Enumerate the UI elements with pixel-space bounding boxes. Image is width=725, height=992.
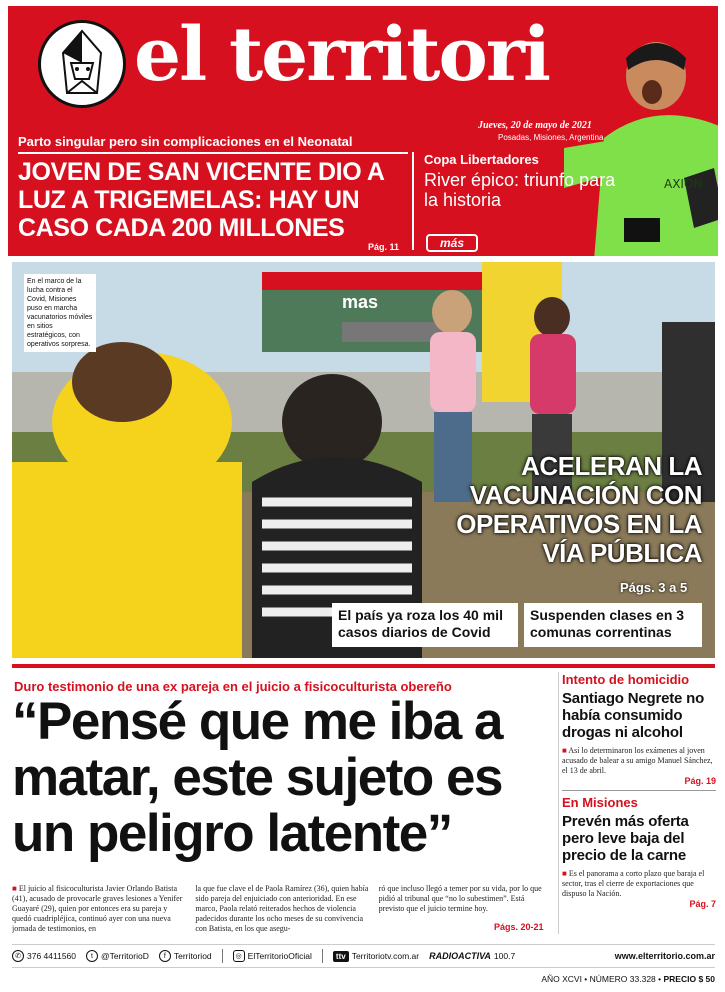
bullet-icon: ■	[12, 884, 19, 893]
photo-caption: En el marco de la lucha contra el Covid, Misiones puso en marcha vacunatorios móviles en sitios estratégicos, con operativos sorpresa.	[24, 274, 96, 352]
side-column	[562, 672, 716, 940]
main-headline-quote[interactable]: “Pensé que me iba a matar, este sujeto es un peligro latente”	[12, 692, 502, 863]
bullet-icon: ■	[562, 869, 569, 878]
side-text-1	[562, 746, 716, 776]
twitter-link[interactable]	[86, 950, 149, 962]
radio-name: RADIOACTIVA	[429, 951, 491, 961]
divider	[322, 949, 323, 963]
ttv-logo: ttv	[333, 951, 349, 962]
logo-icon	[38, 20, 126, 108]
footer-bar	[12, 944, 715, 968]
website-link[interactable]: www.elterritorio.com.ar	[614, 951, 715, 961]
lead-kicker: Parto singular pero sin complicaciones en el Neonatal	[18, 134, 353, 149]
side-kicker-2: En Misiones	[562, 795, 638, 810]
whatsapp-number: 376 4411560	[27, 951, 77, 961]
divider	[12, 664, 715, 668]
svg-text:AXION: AXION	[664, 177, 703, 191]
divider	[558, 672, 559, 934]
tv-link[interactable]	[333, 951, 419, 962]
lead-page-ref: Pág. 11	[368, 242, 400, 252]
side-page-ref-2: Pág. 7	[689, 899, 716, 909]
brand-wordmark: el territori	[134, 12, 549, 98]
whatsapp-icon: ✆	[12, 950, 24, 962]
main-body-text	[12, 884, 552, 934]
facebook-handle: Territoriod	[173, 951, 212, 961]
body-text: El juicio al fisicoculturista Javier Orlando Batista (41), acusado de provocarle graves lesiones a Yenifer Guayaré (29), quien por entonces era su pareja y quedó cuadripléjica, continuó ayer con una nueva jornada de testimonios, en	[12, 884, 183, 933]
twitter-handle: @TerritorioD	[101, 951, 149, 961]
facebook-link[interactable]	[159, 950, 212, 962]
radio-frequency: 100.7	[493, 951, 516, 961]
sub-headline-school-closures[interactable]: Suspenden clases en 3 comunas correntinas	[524, 603, 702, 647]
mas-badge: más	[426, 234, 478, 252]
facebook-icon: f	[159, 950, 171, 962]
photo-page-ref: Págs. 3 a 5	[620, 580, 688, 595]
masthead	[8, 6, 718, 256]
side-summary-1: Así lo determinaron los exámenes al joven acusado de balear a su amigo Manuel Sánchez, el 13 de abril.	[562, 746, 713, 775]
issue-date: Jueves, 20 de mayo de 2021	[478, 120, 592, 131]
instagram-link[interactable]	[233, 950, 312, 962]
sports-headline[interactable]: River épico: triunfo para la historia	[424, 170, 616, 210]
lead-headline[interactable]: JOVEN DE SAN VICENTE DIO A LUZ A TRIGEMELAS: HAY UN CASO CADA 200 MILLONES	[18, 158, 384, 242]
tv-site: Territoriotv.com.ar	[351, 951, 420, 961]
divider	[412, 152, 414, 250]
radio-link[interactable]	[429, 951, 515, 961]
main-kicker: Duro testimonio de una ex pareja en el juicio a fisicoculturista obereño	[14, 679, 452, 694]
issue-number: AÑO XCVI • NÚMERO 33.328 •	[541, 974, 662, 984]
instagram-handle: ElTerritorioOficial	[247, 951, 312, 961]
body-column-2: la que fue clave el de Paola Ramírez (36), quien había sido pareja del enjuiciado con anterioridad. En ese marco, Paola relató reiterados hechos de violencia padecidos durante los ocho meses de su convivencia con Batista, en los que asegu-	[195, 884, 369, 933]
divider	[18, 152, 408, 154]
sub-headline-covid-cases[interactable]: El país ya roza los 40 mil casos diarios de Covid	[332, 603, 518, 647]
side-title-2[interactable]: Prevén más oferta pero leve baja del precio de la carne	[562, 813, 689, 864]
body-column-1	[12, 884, 185, 934]
store-sign: mas	[342, 292, 379, 312]
divider	[222, 949, 223, 963]
issue-info	[541, 974, 715, 984]
side-kicker-1: Intento de homicidio	[562, 672, 690, 687]
issue-place: Posadas, Misiones, Argentina	[498, 133, 604, 142]
side-title-1[interactable]: Santiago Negrete no había consumido drogas ni alcohol	[562, 690, 705, 741]
sports-kicker: Copa Libertadores	[424, 152, 539, 167]
side-page-ref-1: Pág. 19	[684, 776, 716, 786]
body-column-3: ró que incluso llegó a temer por su vida, por lo que pidió al tribunal que “no lo subestimen”. Está previsto que el juicio termine hoy.	[378, 884, 542, 913]
main-page-ref: Págs. 20-21	[494, 922, 544, 932]
goalkeeper-photo	[564, 28, 718, 256]
side-summary-2: Es el panorama a corto plazo que baraja el sector, tras el cierre de exportaciones que dispuso la Nación.	[562, 869, 705, 898]
issue-price: PRECIO $ 50	[663, 974, 715, 984]
divider	[562, 790, 716, 791]
whatsapp-contact[interactable]	[12, 950, 76, 962]
bullet-icon: ■	[562, 746, 569, 755]
side-text-2	[562, 869, 716, 899]
twitter-icon: t	[86, 950, 98, 962]
instagram-icon: ◎	[233, 950, 245, 962]
photo-headline[interactable]: ACELERAN LA VACUNACIÓN CON OPERATIVOS EN LA VÍA PÚBLICA	[456, 451, 702, 568]
